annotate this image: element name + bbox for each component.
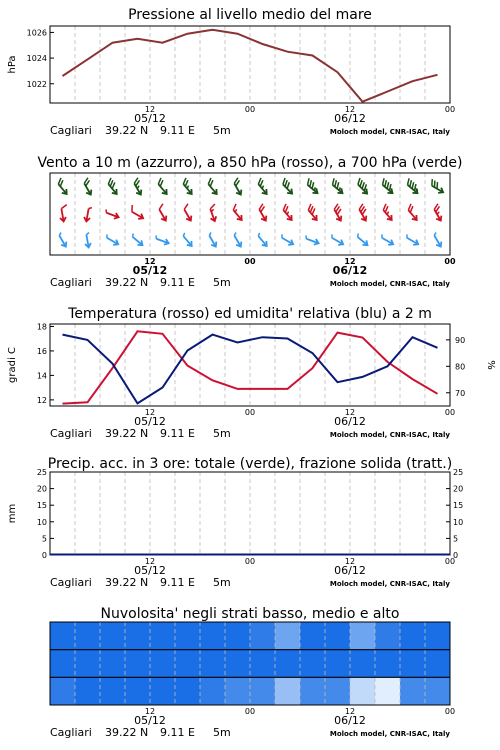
barb-half-feather — [281, 234, 284, 237]
wind-barb — [279, 234, 295, 246]
barb-half-feather — [234, 233, 237, 236]
cloud-cell — [400, 622, 425, 650]
location-name: Cagliari — [50, 576, 92, 589]
wind-barb — [379, 234, 395, 246]
location-lon: 9.11 E — [160, 726, 195, 739]
barb-half-feather — [182, 233, 185, 236]
y-right-tick-label: 90 — [455, 335, 466, 345]
wind-barb — [255, 204, 271, 222]
time-tick-label: 12 — [144, 408, 156, 417]
wind-barb — [354, 178, 372, 196]
chart-title: Vento a 10 m (azzurro), a 850 hPa (rosso), a 700 hPa (verde) — [37, 155, 463, 171]
y-right-tick-label: 10 — [453, 517, 464, 527]
cloud-cell — [100, 677, 125, 705]
cloud-cell — [375, 622, 400, 650]
date-label: 05/12 — [132, 264, 168, 277]
time-tick-label: 00 — [244, 707, 256, 716]
wind-barb — [428, 179, 446, 195]
chart-title: Temperatura (rosso) ed umidita' relativa (blu) a 2 m — [68, 306, 432, 322]
time-tick-label: 00 — [444, 707, 456, 716]
cloud-cell — [175, 677, 200, 705]
model-credit: Moloch model, CNR-ISAC, Italy — [329, 280, 450, 288]
location-elev: 5m — [213, 124, 231, 137]
location-elev: 5m — [213, 427, 231, 440]
y-right-tick-label: 80 — [455, 362, 466, 372]
wind-barb — [83, 233, 91, 248]
wind-barb — [404, 234, 420, 246]
y-right-tick-label: 5 — [453, 534, 459, 544]
wind-barb — [206, 204, 220, 222]
cloud-cell — [275, 622, 300, 650]
time-tick-label: 00 — [244, 105, 256, 114]
time-tick-label: 12 — [344, 257, 356, 266]
wind-barb — [330, 204, 346, 222]
cloud-cell — [50, 677, 75, 705]
y-axis-label: gradi C — [7, 347, 18, 383]
cloud-cell — [75, 622, 100, 650]
cloud-cell — [225, 650, 250, 678]
time-tick-label: 12 — [344, 707, 356, 716]
wind-barb — [155, 204, 171, 222]
time-tick-label: 12 — [144, 257, 156, 266]
date-label: 05/12 — [134, 714, 166, 727]
location-elev: 5m — [213, 276, 231, 289]
date-label: 05/12 — [134, 112, 166, 125]
date-label: 06/12 — [334, 112, 366, 125]
cloud-cell — [275, 650, 300, 678]
wind-barb — [154, 235, 170, 246]
cloud-cell — [250, 650, 275, 678]
location-name: Cagliari — [50, 726, 92, 739]
location-name: Cagliari — [50, 427, 92, 440]
cloud-cell — [350, 650, 375, 678]
wind-barb — [128, 205, 146, 221]
wind-barb — [304, 235, 320, 246]
cloud-cell — [75, 650, 100, 678]
barb-half-feather — [331, 234, 334, 237]
location-elev: 5m — [213, 726, 231, 739]
time-tick-label: 12 — [144, 707, 156, 716]
location-lat: 39.22 N — [105, 276, 149, 289]
cloud-cell — [375, 677, 400, 705]
cloud-cell — [400, 677, 425, 705]
wind-barb — [80, 178, 96, 196]
cloud-cell — [200, 622, 225, 650]
y-right-tick-label: 25 — [453, 468, 464, 477]
wind-barb — [303, 178, 321, 195]
cloud-cell — [350, 677, 375, 705]
chart-title: Precip. acc. in 3 ore: totale (verde), frazione solida (tratt.) — [47, 456, 453, 472]
time-tick-label: 00 — [444, 408, 456, 417]
barb-half-feather — [356, 234, 359, 237]
cloud-cell — [125, 622, 150, 650]
cloud-cell — [300, 622, 325, 650]
time-tick-label: 00 — [244, 257, 256, 266]
wind-barb — [378, 178, 396, 195]
cloud-cell — [425, 677, 450, 705]
location-lat: 39.22 N — [105, 124, 149, 137]
barb-half-feather — [131, 234, 134, 237]
wind-barb — [83, 207, 91, 222]
cloud-cell — [200, 650, 225, 678]
cloud-cell — [100, 650, 125, 678]
barb-half-feather — [209, 233, 212, 236]
cloud-cell — [225, 677, 250, 705]
cloud-cell — [150, 650, 175, 678]
y-axis-label: hPa — [7, 55, 18, 74]
wind-barb — [206, 233, 218, 249]
cloud-cell — [275, 677, 300, 705]
wind-barb — [130, 178, 146, 196]
y-tick-label: 5 — [41, 534, 47, 544]
y-right-tick-label: 15 — [453, 501, 464, 511]
chart-title: Pressione al livello medio del mare — [128, 7, 372, 23]
wind-barb — [404, 204, 421, 222]
cloud-cell — [325, 677, 350, 705]
date-label: 06/12 — [334, 415, 366, 428]
cloud-cell — [175, 622, 200, 650]
cloud-cell — [300, 677, 325, 705]
cloud-cell — [250, 677, 275, 705]
y-tick-label: 10 — [36, 517, 47, 527]
barb-half-feather — [86, 233, 89, 235]
wind-barb — [180, 233, 194, 248]
barb-half-feather — [305, 235, 307, 238]
wind-barb — [254, 178, 271, 196]
y-axis-label: mm — [7, 503, 18, 524]
wind-barb — [403, 178, 421, 195]
y-tick-label: 15 — [36, 501, 47, 511]
barb-half-feather — [406, 234, 409, 237]
wind-barb — [430, 204, 446, 222]
location-lat: 39.22 N — [105, 576, 149, 589]
barb-feather — [129, 205, 135, 212]
location-lon: 9.11 E — [160, 576, 195, 589]
cloud-cell — [325, 622, 350, 650]
location-lon: 9.11 E — [160, 427, 195, 440]
location-name: Cagliari — [50, 276, 92, 289]
y-right-tick-label: 20 — [453, 484, 464, 494]
wind-barb — [328, 178, 346, 195]
barb-feather — [231, 204, 238, 210]
wind-barb — [255, 233, 269, 248]
date-label: 06/12 — [332, 264, 368, 277]
cloud-cell — [100, 622, 125, 650]
wind-barb — [379, 204, 396, 222]
wind-barb — [154, 178, 171, 196]
wind-barb — [230, 178, 246, 196]
model-credit: Moloch model, CNR-ISAC, Italy — [329, 128, 450, 136]
barb-half-feather — [105, 209, 107, 212]
barb-half-feather — [257, 233, 260, 236]
model-credit: Moloch model, CNR-ISAC, Italy — [329, 580, 450, 588]
date-label: 06/12 — [334, 714, 366, 727]
barb-half-feather — [89, 207, 92, 209]
barb-half-feather — [106, 234, 109, 237]
barb-half-feather — [155, 235, 157, 238]
location-name: Cagliari — [50, 124, 92, 137]
time-tick-label: 12 — [344, 408, 356, 417]
cloud-cell — [150, 677, 175, 705]
time-tick-label: 00 — [444, 105, 456, 114]
wind-barb — [180, 204, 196, 222]
wind-barb — [58, 205, 70, 222]
cloud-cell — [400, 650, 425, 678]
location-lat: 39.22 N — [105, 726, 149, 739]
y-tick-label: 18 — [36, 322, 47, 332]
barb-half-feather — [59, 233, 62, 236]
wind-barb — [179, 178, 196, 196]
wind-barb — [279, 178, 297, 196]
wind-barb — [104, 209, 120, 220]
barb-half-feather — [434, 233, 437, 236]
time-tick-label: 00 — [444, 557, 456, 566]
location-lon: 9.11 E — [160, 124, 195, 137]
wind-barb — [229, 204, 246, 222]
y-tick-label: 1026 — [26, 28, 47, 38]
time-tick-label: 00 — [244, 408, 256, 417]
cloud-cell — [175, 650, 200, 678]
cloud-cell — [425, 650, 450, 678]
wind-barb — [431, 233, 443, 249]
location-elev: 5m — [213, 576, 231, 589]
wind-barb — [56, 233, 68, 249]
wind-barb — [54, 178, 71, 196]
y-tick-label: 0 — [41, 551, 47, 560]
barb-feather — [183, 204, 190, 210]
wind-barb — [104, 234, 120, 246]
cloud-cell — [75, 677, 100, 705]
plot-frame — [50, 324, 450, 406]
cloud-cell — [50, 622, 75, 650]
time-tick-label: 00 — [244, 557, 256, 566]
time-tick-label: 12 — [144, 105, 156, 114]
y-right-tick-label: 0 — [453, 551, 459, 560]
chart-title: Nuvolosita' negli strati basso, medio e alto — [100, 606, 400, 622]
model-credit: Moloch model, CNR-ISAC, Italy — [329, 431, 450, 439]
time-tick-label: 12 — [344, 557, 356, 566]
barb-feather — [61, 205, 67, 209]
wind-barb — [304, 204, 321, 222]
time-tick-label: 12 — [344, 105, 356, 114]
y-tick-label: 1024 — [26, 54, 47, 64]
cloud-cell — [300, 650, 325, 678]
cloud-cell — [350, 622, 375, 650]
cloud-cell — [125, 650, 150, 678]
barb-half-feather — [381, 234, 384, 237]
wind-barb — [104, 178, 121, 196]
time-tick-label: 12 — [144, 557, 156, 566]
date-label: 05/12 — [134, 564, 166, 577]
cloud-cell — [325, 650, 350, 678]
location-lat: 39.22 N — [105, 427, 149, 440]
time-tick-label: 00 — [444, 257, 456, 266]
barb-feather — [209, 204, 216, 209]
y-right-tick-label: 70 — [455, 388, 466, 398]
wind-barb — [279, 204, 296, 222]
y-tick-label: 14 — [36, 371, 47, 381]
cloud-cell — [50, 650, 75, 678]
cloud-cell — [425, 622, 450, 650]
cloud-cell — [250, 622, 275, 650]
date-label: 05/12 — [134, 415, 166, 428]
cloud-cell — [225, 622, 250, 650]
cloud-cell — [150, 622, 175, 650]
cloud-cell — [375, 650, 400, 678]
y-tick-label: 12 — [36, 395, 47, 405]
y-tick-label: 25 — [36, 468, 47, 477]
y-right-axis-label: % — [485, 360, 496, 370]
location-lon: 9.11 E — [160, 276, 195, 289]
wind-barb — [129, 234, 144, 248]
wind-barb — [231, 233, 243, 249]
y-tick-label: 20 — [36, 484, 47, 494]
cloud-cell — [200, 677, 225, 705]
y-tick-label: 16 — [36, 346, 47, 356]
model-credit: Moloch model, CNR-ISAC, Italy — [329, 730, 450, 738]
wind-barb — [354, 234, 369, 248]
wind-barb — [329, 234, 345, 246]
wind-barb — [355, 204, 371, 222]
date-label: 06/12 — [334, 564, 366, 577]
cloud-cell — [125, 677, 150, 705]
barb-feather — [158, 204, 165, 210]
wind-barb — [204, 178, 221, 196]
y-tick-label: 1022 — [26, 79, 47, 89]
